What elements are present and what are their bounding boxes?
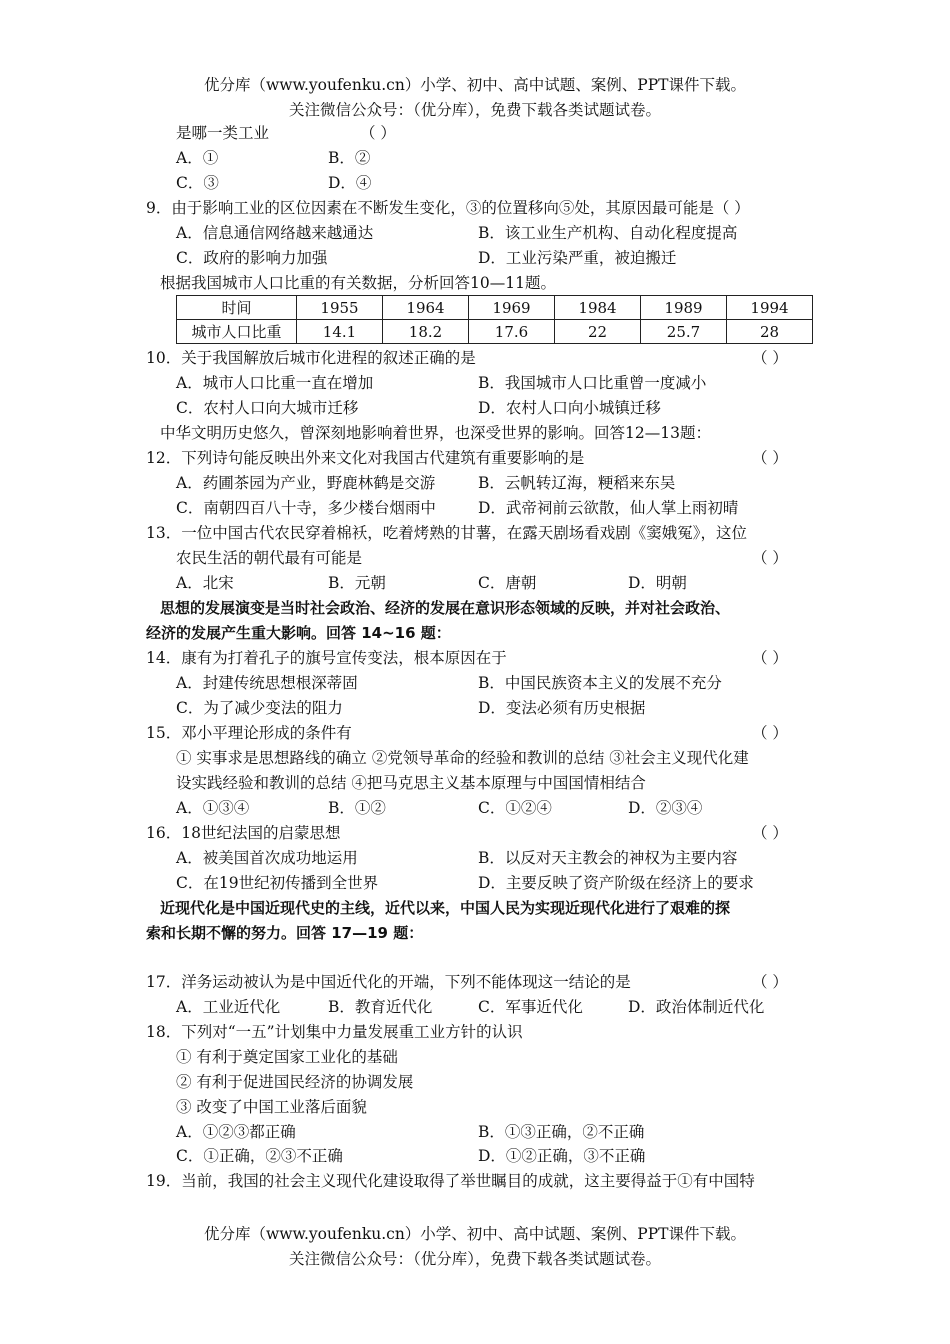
q15-option-a: A．①③④ <box>176 799 250 817</box>
q15-bracket: （ ） <box>752 724 788 742</box>
q18-option-b: B．①③正确，②不正确 <box>478 1123 645 1141</box>
q17-option-d: D．政治体制近代化 <box>628 998 765 1016</box>
q15-option-d: D．②③④ <box>628 799 703 817</box>
q8-bracket: （ ） <box>360 124 396 142</box>
q14-option-c: C．为了减少变法的阻力 <box>176 699 343 717</box>
q12-bracket: （ ） <box>752 449 788 467</box>
q15-option-b: B．①② <box>328 799 386 817</box>
q16-bracket: （ ） <box>752 824 788 842</box>
header-line-2: 关注微信公众号：（优分库），免费下载各类试题试卷。 <box>288 101 661 119</box>
q16-option-d: D．主要反映了资产阶级在经济上的要求 <box>478 874 754 892</box>
q10-option-b: B．我国城市人口比重曾一度减小 <box>478 374 707 392</box>
header-line-1: 优分库（www.youfenku.cn）小学、初中、高中试题、案例、PPT课件下载。 <box>203 76 747 94</box>
q8-option-b: B．② <box>328 149 371 167</box>
q16-option-b: B．以反对天主教会的神权为主要内容 <box>478 849 738 867</box>
q8-option-c: C．③ <box>176 174 219 192</box>
q13-option-a: A．北宋 <box>176 574 234 592</box>
q9-option-c: C．政府的影响力加强 <box>176 249 328 267</box>
q16-stem: 16．18世纪法国的启蒙思想 <box>146 824 341 842</box>
q18-item-3: ③ 改变了中国工业落后面貌 <box>176 1098 367 1116</box>
q18-option-d: D．①②正确，③不正确 <box>478 1147 646 1165</box>
q13-option-b: B．元朝 <box>328 574 386 592</box>
q9-option-b: B．该工业生产机构、自动化程度提高 <box>478 224 738 242</box>
q13-option-c: C．唐朝 <box>478 574 537 592</box>
table-year: 1955 <box>297 296 383 320</box>
q14-bracket: （ ） <box>752 649 788 667</box>
intro-17-19-line-2: 索和长期不懈的努力。回答 17—19 题： <box>146 924 424 942</box>
q16-option-a: A．被美国首次成功地运用 <box>176 849 358 867</box>
q10-stem: 10．关于我国解放后城市化进程的叙述正确的是 <box>146 349 476 367</box>
intro-10-11: 根据我国城市人口比重的有关数据，分析回答10—11题。 <box>160 274 556 292</box>
q9-option-a: A．信息通信网络越来越通达 <box>176 224 374 242</box>
q14-option-b: B．中国民族资本主义的发展不充分 <box>478 674 722 692</box>
table-header-ratio: 城市人口比重 <box>177 320 297 344</box>
q19-stem: 19．当前，我国的社会主义现代化建设取得了举世瞩目的成就，这主要得益于①有中国特 <box>146 1172 755 1190</box>
q17-option-c: C．军事近代化 <box>478 998 583 1016</box>
q17-option-a: A．工业近代化 <box>176 998 281 1016</box>
table-value: 28 <box>727 320 813 344</box>
q13-stem-2: 农民生活的朝代最有可能是 <box>176 549 363 567</box>
table-row-years <box>177 296 813 320</box>
q13-bracket: （ ） <box>752 549 788 567</box>
q17-option-b: B．教育近代化 <box>328 998 433 1016</box>
table-row-values <box>177 320 813 344</box>
table-header-time: 时间 <box>177 296 297 320</box>
table-year: 1989 <box>641 296 727 320</box>
q12-option-a: A．药圃茶园为产业，野鹿林鹤是交游 <box>176 474 436 492</box>
footer-line-2: 关注微信公众号：（优分库），免费下载各类试题试卷。 <box>288 1250 661 1268</box>
q17-bracket: （ ） <box>752 973 788 991</box>
table-value: 22 <box>555 320 641 344</box>
q14-option-a: A．封建传统思想根深蒂固 <box>176 674 358 692</box>
q18-option-c: C．①正确，②③不正确 <box>176 1147 343 1165</box>
table-year: 1969 <box>469 296 555 320</box>
q12-option-d: D．武帝祠前云欲散，仙人掌上雨初晴 <box>478 499 739 517</box>
q14-option-d: D．变法必须有历史根据 <box>478 699 646 717</box>
q12-stem: 12．下列诗句能反映出外来文化对我国古代建筑有重要影响的是 <box>146 449 585 467</box>
q8-option-d: D．④ <box>328 174 372 192</box>
table-year: 1994 <box>727 296 813 320</box>
q15-stem: 15．邓小平理论形成的条件有 <box>146 724 352 742</box>
q17-stem: 17．洋务运动被认为是中国近代化的开端，下列不能体现这一结论的是 <box>146 973 631 991</box>
q18-item-1: ① 有利于奠定国家工业化的基础 <box>176 1048 398 1066</box>
table-year: 1984 <box>555 296 641 320</box>
intro-14-16-line-2: 经济的发展产生重大影响。回答 14~16 题： <box>146 624 451 642</box>
q18-item-2: ② 有利于促进国民经济的协调发展 <box>176 1073 414 1091</box>
table-year: 1964 <box>383 296 469 320</box>
q10-option-a: A．城市人口比重一直在增加 <box>176 374 374 392</box>
table-value: 18.2 <box>383 320 469 344</box>
q14-stem: 14．康有为打着孔子的旗号宣传变法，根本原因在于 <box>146 649 507 667</box>
intro-14-16-line-1: 思想的发展演变是当时社会政治、经济的发展在意识形态领域的反映，并对社会政治、 <box>160 599 731 617</box>
intro-17-19-line-1: 近现代化是中国近现代史的主线，近代以来，中国人民为实现近现代化进行了艰难的探 <box>160 899 731 917</box>
q8-option-a: A．① <box>176 149 219 167</box>
q16-option-c: C．在19世纪初传播到全世界 <box>176 874 379 892</box>
table-value: 14.1 <box>297 320 383 344</box>
q12-option-c: C．南朝四百八十寺，多少楼台烟雨中 <box>176 499 436 517</box>
table-value: 17.6 <box>469 320 555 344</box>
q13-option-d: D．明朝 <box>628 574 687 592</box>
q18-option-a: A．①②③都正确 <box>176 1123 296 1141</box>
q13-stem-1: 13．一位中国古代农民穿着棉袄，吃着烤熟的甘薯，在露天剧场看戏剧《窦娥冤》，这位 <box>146 524 747 542</box>
q9-option-d: D．工业污染严重，被迫搬迁 <box>478 249 677 267</box>
q10-bracket: （ ） <box>752 349 788 367</box>
q18-stem: 18．下列对“一五”计划集中力量发展重工业方针的认识 <box>146 1023 523 1041</box>
intro-12-13: 中华文明历史悠久，曾深刻地影响着世界，也深受世界的影响。回答12—13题： <box>160 424 711 442</box>
q15-items-2: 设实践经验和教训的总结 ④把马克思主义基本原理与中国国情相结合 <box>176 774 646 792</box>
table-value: 25.7 <box>641 320 727 344</box>
q10-option-d: D．农村人口向小城镇迁移 <box>478 399 661 417</box>
urban-population-table <box>176 295 813 344</box>
q9-stem: 9．由于影响工业的区位因素在不断发生变化，③的位置移向⑤处，其原因最可能是（ ） <box>146 199 750 217</box>
q15-option-c: C．①②④ <box>478 799 552 817</box>
q10-option-c: C．农村人口向大城市迁移 <box>176 399 359 417</box>
q8-tail: 是哪一类工业 <box>176 124 270 142</box>
footer-line-1: 优分库（www.youfenku.cn）小学、初中、高中试题、案例、PPT课件下载。 <box>203 1225 747 1243</box>
q15-items-1: ① 实事求是思想路线的确立 ②党领导革命的经验和教训的总结 ③社会主义现代化建 <box>176 749 749 767</box>
q12-option-b: B．云帆转辽海，粳稻来东吴 <box>478 474 676 492</box>
